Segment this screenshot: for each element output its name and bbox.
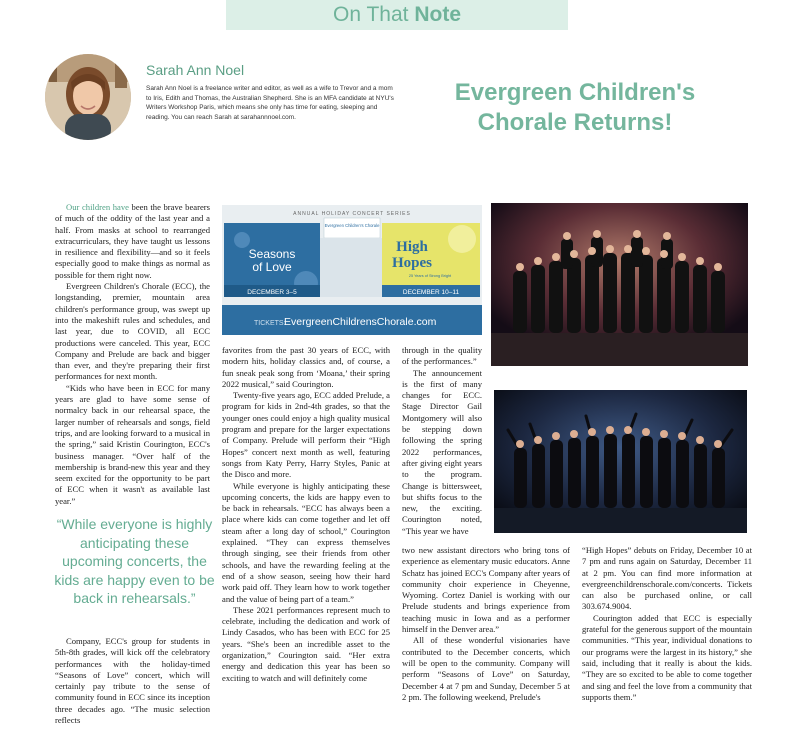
article-column-3-wide bbox=[402, 545, 570, 703]
ad-series-label: ANNUAL HOLIDAY CONCERT SERIES bbox=[293, 211, 411, 217]
ad-tickets-url: EvergreenChildrensChorale.com bbox=[284, 316, 437, 328]
article-paragraph: two new assistant directors who bring tons of experience as elementary music educators. Anne Schatz has joined ECC's Company after years of community choir experience in Cheyenne, Wyoming. Cortez Daniel is working with our Prelude students and brings experience from teaching music in Iowa and as a performer himself in the Denver area.” bbox=[402, 545, 570, 635]
article-paragraph: Evergreen Children's Chorale (ECC), the longstanding, premier, mountain area children's performance group, was swept up into the makeshift rules and schedules, and last year, due to COVID, all ECC productions were canceled. This year, ECC Company and Prelude are back and bigger than ever, and they're preparing their first performances for next month. bbox=[55, 281, 210, 382]
ad-seasons-title-2: of Love bbox=[252, 260, 292, 274]
author-bio: Sarah Ann Noel is a freelance writer and editor, as well as a wife to Trevor and a mom to Iris, Edith and Thomas, the Australian Shepherd. She is an MFA candidate at NYU's Writers Workshop Paris, which means she only has time for eating, sleeping and reading. You can reach Sarah at sarahannnoel.com. bbox=[146, 85, 394, 121]
author-avatar bbox=[45, 54, 131, 140]
article-column-4 bbox=[582, 545, 752, 703]
ad-hopes-title-1: High bbox=[396, 239, 428, 255]
article-paragraph: “High Hopes” debuts on Friday, December 10 at 7 pm and runs again on Saturday, December 11 at 2 pm. You can find more information at evergreenchildrenschorale.com/concerts. Tickets can also be purchased online, or call 303.674.9004. bbox=[582, 545, 752, 612]
ad-seasons-title-1: Seasons bbox=[248, 247, 296, 261]
banner-label: On That Note bbox=[332, 3, 461, 26]
article-paragraph: “Kids who have been in ECC for many years are glad to have some sense of normalcy back in our rehearsal space, the larger number of rehearsals and songs, field trips, and are looking forward to a musical in the spring,” said Kristin Courington, ECC's business manager. “Over half of the membership is brand-new this year and they seem excited for the opportunity to be part of ECC when it wasn't as available last year.” bbox=[55, 382, 210, 506]
pull-quote: “While everyone is highly anticipating these upcoming concerts, the kids are happy even to be back in rehearsals.” bbox=[54, 516, 215, 606]
chorale-photo-stage-1 bbox=[491, 203, 748, 366]
article-paragraph: through in the quality of the performances.” bbox=[402, 345, 482, 367]
ad-tickets-label: TICKETS: bbox=[254, 320, 286, 327]
article-paragraph: These 2021 performances represent much to celebrate, including the dedication and work of Lindy Casados, who has been with ECC for 25 years. “She's been an incredible asset to the organization,” Courington said. “Her extra energy and dedication this year has been so exciting to watch and will definitely come bbox=[222, 604, 390, 683]
ad-logo-text: Evergreen Children's Chorale bbox=[324, 223, 380, 228]
article-column-1-bottom bbox=[55, 636, 210, 726]
article-paragraph: While everyone is highly anticipating these upcoming concerts, the kids are happy even to be back in rehearsals. “ECC has always been a place where kids can come together and let off steam after a long day of school,” Courington explained. “They can express themselves through singing, see their friends from other schools, and have the rewarding feeling at the end of a show season, seeing how their hard work paid off. They learn how to work together and the value of being part of a team.” bbox=[222, 480, 390, 604]
author-name: Sarah Ann Noel bbox=[146, 62, 245, 78]
article-paragraph: favorites from the past 30 years of ECC, with modern hits, holiday classics and, of course, a fun sneak peak song from ‘Moana,’ their spring 2022 musical,” said Courington. bbox=[222, 345, 390, 389]
article-paragraph: Courington added that ECC is especially grateful for the generous support of the mountain communities. “This year, individual donations to our programs were the largest in its history,” she said, including that it really is about the kids. “They are so excited to be able to come together and sing and feel the love from a community that supports them.” bbox=[582, 612, 752, 702]
article-title: Evergreen Children's Chorale Returns! bbox=[454, 79, 696, 136]
article-column-1 bbox=[55, 202, 210, 507]
banner-emphasis: Note bbox=[414, 3, 461, 26]
ad-hopes-subtitle: 25 Years of Strong Bright bbox=[408, 274, 452, 278]
article-paragraph: All of these wonderful visionaries have contributed to the December concerts, which will be open to the community. Company will perform “Seasons of Love” on Saturday, December 4 at 7 pm and Sunday, December 5 at 2 pm. The following weekend, Prelude's bbox=[402, 635, 570, 702]
article-paragraph: Company, ECC's group for students in 5th-8th grades, will kick off the celebratory performances with the holiday-timed “Seasons of Love” concert, which will certainly pay tribute to the sense of community found in ECC since its inception three decades ago. “The music selection reflects bbox=[55, 636, 210, 726]
article-paragraph: Twenty-five years ago, ECC added Prelude, a program for kids in 2nd-4th grades, so that the younger ones could enjoy a high quality musical program and prepare for the larger expectations of Company. Prelude will perform their “High Hopes” concert next month as well, featuring songs from Katy Perry, Harry Styles, Panic at the Disco and more. bbox=[222, 390, 390, 480]
section-banner bbox=[226, 0, 568, 30]
chorale-photo-stage-2 bbox=[494, 390, 747, 533]
article-paragraph: been the brave bearers of much of the oddity of the last year and a half. From masks at school to rearranged extracurriculars, they have taught us lessons in resilience and flexibility—and so it feels especially good to make things as normal as possible for them right now. bbox=[55, 202, 210, 280]
article-column-2 bbox=[222, 345, 390, 684]
ad-seasons-dates: DECEMBER 3–5 bbox=[247, 289, 297, 296]
article-paragraph: The announcement is the first of many changes for ECC. Stage Director Gail Montgomery will also be stepping down following the spring 2022 performances, after giving eight years to the program. Change is bittersweet, but shifts focus to the new, the exciting. Courington noted, “This year we have bbox=[402, 367, 482, 536]
concert-advertisement bbox=[222, 205, 482, 335]
article-lead-in: Our children have bbox=[66, 202, 129, 212]
ad-hopes-title-2: Hopes bbox=[391, 255, 433, 271]
ad-hopes-dates: DECEMBER 10–11 bbox=[402, 289, 460, 296]
article-column-3-narrow bbox=[402, 345, 482, 537]
